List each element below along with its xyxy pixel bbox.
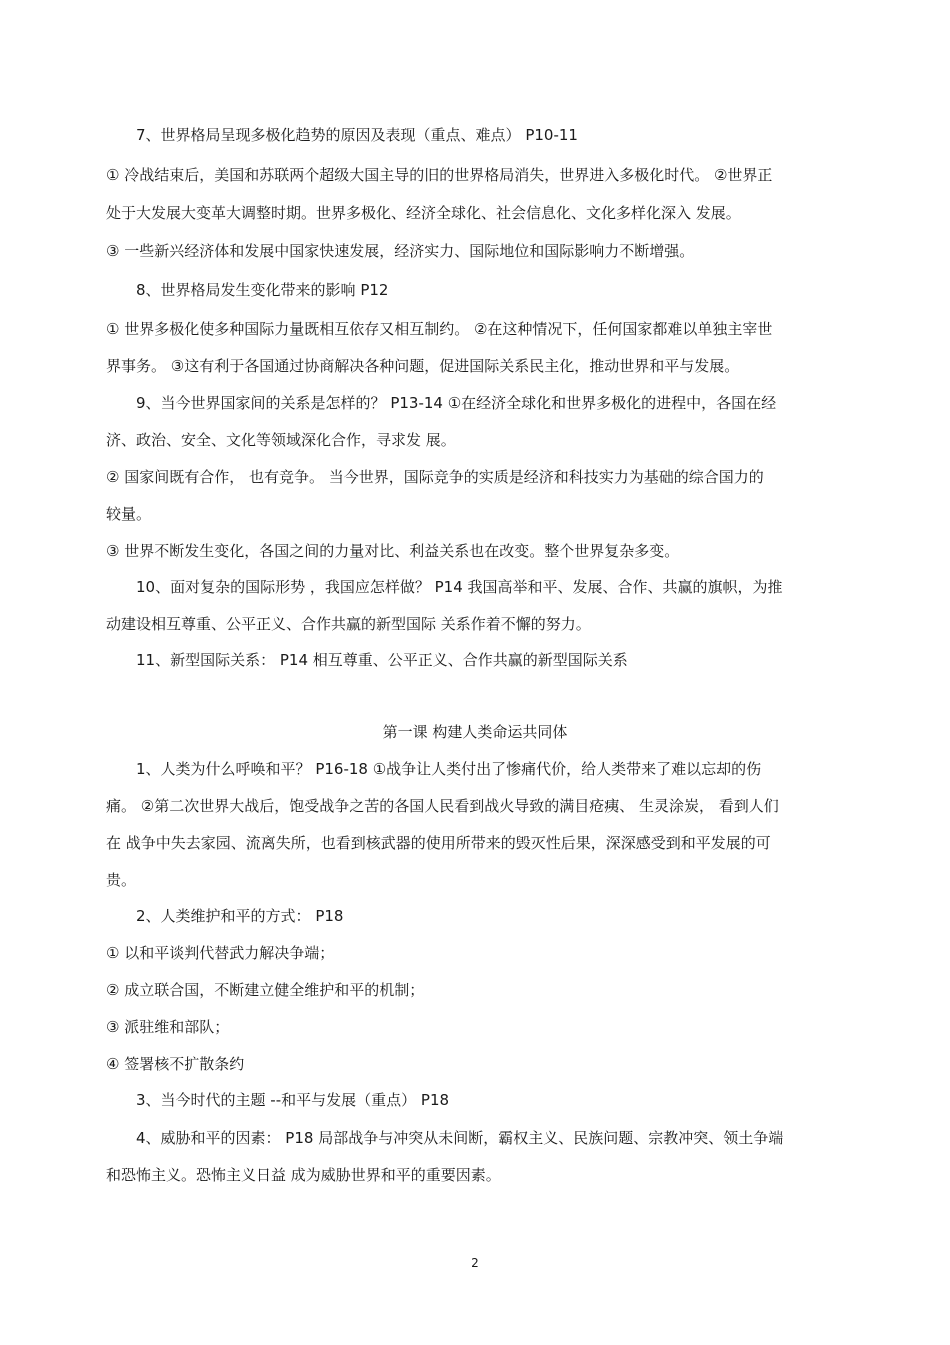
- q9-line-2: ② 国家间既有合作， 也有竞争。 当今世界，国际竞争的实质是经济和科技实力为基础的综合国力的: [106, 468, 764, 486]
- q9-title: 9、当今世界国家间的关系是怎样的？ P13-14 ①在经济全球化和世界多极化的进程中，各国在经: [136, 394, 777, 412]
- q9-line-3: 较量。: [106, 505, 152, 523]
- s2-q1-line-3: 贵。: [106, 871, 137, 889]
- q8-line-2: 界事务。 ③这有利于各国通过协商解决各种问题，促进国际关系民主化，推动世界和平与发展。: [106, 357, 740, 375]
- q9-line-1: 济、政治、安全、文化等领域深化合作，寻求发 展。: [106, 431, 456, 449]
- s2-q1-line-1: 痛。 ②第二次世界大战后，饱受战争之苦的各国人民看到战火导致的满目疮痍、 生灵涂炭， 看到人们: [106, 797, 779, 815]
- q10-title: 10、面对复杂的国际形势 ，我国应怎样做？ P14 我国高举和平、发展、合作、共赢的旗帜，为推: [136, 578, 783, 596]
- q7-title: 7、世界格局呈现多极化趋势的原因及表现（重点、难点） P10-11: [136, 126, 578, 144]
- s2-q4-line-1: 和恐怖主义。恐怖主义日益 成为威胁世界和平的重要因素。: [106, 1166, 501, 1184]
- q8-title: 8、世界格局发生变化带来的影响 P12: [136, 281, 389, 299]
- s2-q4-title: 4、威胁和平的因素： P18 局部战争与冲突从未间断，霸权主义、民族问题、宗教冲突、领土争端: [136, 1129, 784, 1147]
- page-number: 2: [471, 1256, 479, 1270]
- q7-line-3: ③ 一些新兴经济体和发展中国家快速发展，经济实力、国际地位和国际影响力不断增强。: [106, 242, 695, 260]
- s2-q2-line-1: ① 以和平谈判代替武力解决争端；: [106, 944, 335, 962]
- section-heading: 第一课 构建人类命运共同体: [382, 723, 568, 741]
- q7-line-2: 处于大发展大变革大调整时期。世界多极化、经济全球化、社会信息化、文化多样化深入 发展。: [106, 204, 741, 222]
- s2-q1-title: 1、人类为什么呼唤和平？ P16-18 ①战争让人类付出了惨痛代价，给人类带来了难以忘却的伤: [136, 760, 762, 778]
- q7-line-1: ① 冷战结束后，美国和苏联两个超级大国主导的旧的世界格局消失，世界进入多极化时代。 ②世界正: [106, 166, 773, 184]
- s2-q3-title: 3、当今时代的主题 --和平与发展（重点） P18: [136, 1091, 450, 1109]
- q10-line-1: 动建设相互尊重、公平正义、合作共赢的新型国际 关系作着不懈的努力。: [106, 615, 591, 633]
- q8-line-1: ① 世界多极化使多种国际力量既相互依存又相互制约。 ②在这种情况下，任何国家都难以单独主宰世: [106, 320, 773, 338]
- q11-title: 11、新型国际关系： P14 相互尊重、公平正义、合作共赢的新型国际关系: [136, 651, 628, 669]
- q9-line-4: ③ 世界不断发生变化，各国之间的力量对比、利益关系也在改变。整个世界复杂多变。: [106, 542, 680, 560]
- s2-q2-line-4: ④ 签署核不扩散条约: [106, 1055, 245, 1073]
- s2-q1-line-2: 在 战争中失去家园、流离失所，也看到核武器的使用所带来的毁灭性后果，深深感受到和平发展的可: [106, 834, 771, 852]
- s2-q2-title: 2、人类维护和平的方式： P18: [136, 907, 344, 925]
- s2-q2-line-2: ② 成立联合国，不断建立健全维护和平的机制；: [106, 981, 425, 999]
- s2-q2-line-3: ③ 派驻维和部队；: [106, 1018, 230, 1036]
